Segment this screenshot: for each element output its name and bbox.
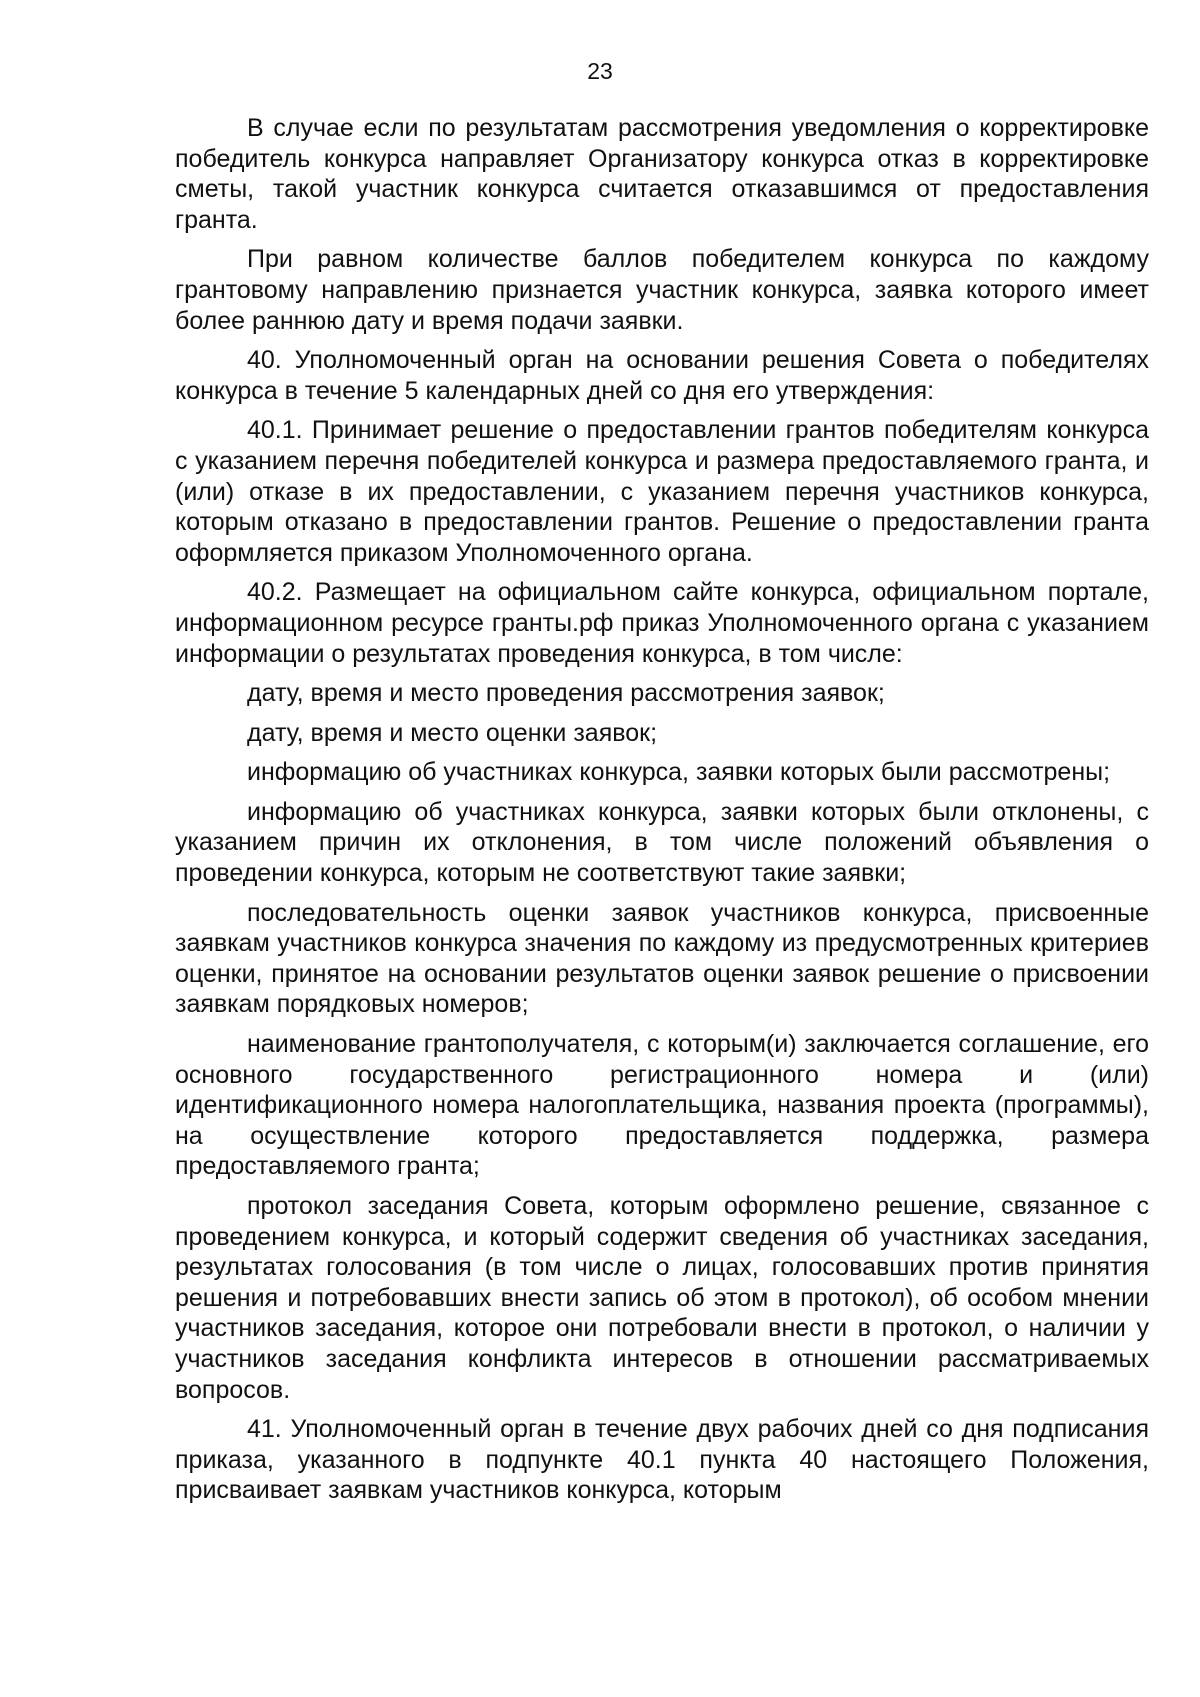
- document-body: [175, 113, 1149, 1515]
- paragraph-item-41: 41. Уполномоченный орган в течение двух рабочих дней со дня подписания приказа, указанного в подпункте 40.1 пункта 40 настоящего Положения, присваивает заявкам участников конкурса, которым: [175, 1415, 1149, 1505]
- list-item-rejected-participants: информацию об участниках конкурса, заявки которых были отклонены, с указанием причин их отклонения, в том числе положений объявления о проведении конкурса, которым не соответствуют такие заявки;: [175, 797, 1149, 888]
- list-item-evaluation-date: дату, время и место оценки заявок;: [247, 718, 658, 747]
- paragraph-equal-scores: При равном количестве баллов победителем конкурса по каждому грантовому направлению признается участник конкурса, заявка которого имеет более раннюю дату и время подачи заявки.: [175, 245, 1149, 335]
- list-item-review-date: дату, время и место проведения рассмотрения заявок;: [247, 679, 885, 708]
- paragraph-item-40: 40. Уполномоченный орган на основании решения Совета о победителях конкурса в течение 5 календарных дней со дня его утверждения:: [175, 346, 1149, 405]
- paragraph-item-40-2: 40.2. Размещает на официальном сайте конкурса, официальном портале, информационном ресурсе гранты.рф приказ Уполномоченного органа с указанием информации о результатах проведения конкурса, в том числе:: [175, 578, 1149, 668]
- list-item-evaluation-sequence: последовательность оценки заявок участников конкурса, присвоенные заявкам участников конкурса значения по каждому из предусмотренных критериев оценки, принятое на основании результатов оценки заявок решение о присвоении заявкам порядковых номеров;: [175, 898, 1149, 1019]
- paragraph-refusal-correction: В случае если по результатам рассмотрения уведомления о корректировке победитель конкурса направляет Организатору конкурса отказ в корректировке сметы, такой участник конкурса считается отказавшимся от предоставления гранта.: [175, 114, 1149, 234]
- list-item-grantee-name: наименование грантополучателя, с которым(и) заключается соглашение, его основного государственного регистрационного номера и (или) идентификационного номера налогоплательщика, названия проекта (программы), на осуществление которого предоставляется поддержка, размера предоставляемого гранта;: [175, 1030, 1149, 1181]
- paragraph-item-40-1: 40.1. Принимает решение о предоставлении грантов победителям конкурса с указанием перечня победителей конкурса и размера предоставляемого гранта, и (или) отказе в их предоставлении, с указанием перечня участников конкурса, которым отказано в предоставлении грантов. Решение о предоставлении гранта оформляется приказом Уполномоченного органа.: [175, 416, 1149, 567]
- list-item-council-protocol: протокол заседания Совета, которым оформлено решение, связанное с проведением конкурса, и который содержит сведения об участниках заседания, результатах голосования (в том числе о лицах, голосовавших против принятия решения и потребовавших внести запись об этом в протокол), об особом мнении участников заседания, которое они потребовали внести в протокол, о наличии у участников заседания конфликта интересов в отношении рассматриваемых вопросов.: [175, 1192, 1149, 1404]
- page-number: 23: [587, 58, 613, 84]
- list-item-reviewed-participants: информацию об участниках конкурса, заявки которых были рассмотрены;: [247, 758, 1111, 787]
